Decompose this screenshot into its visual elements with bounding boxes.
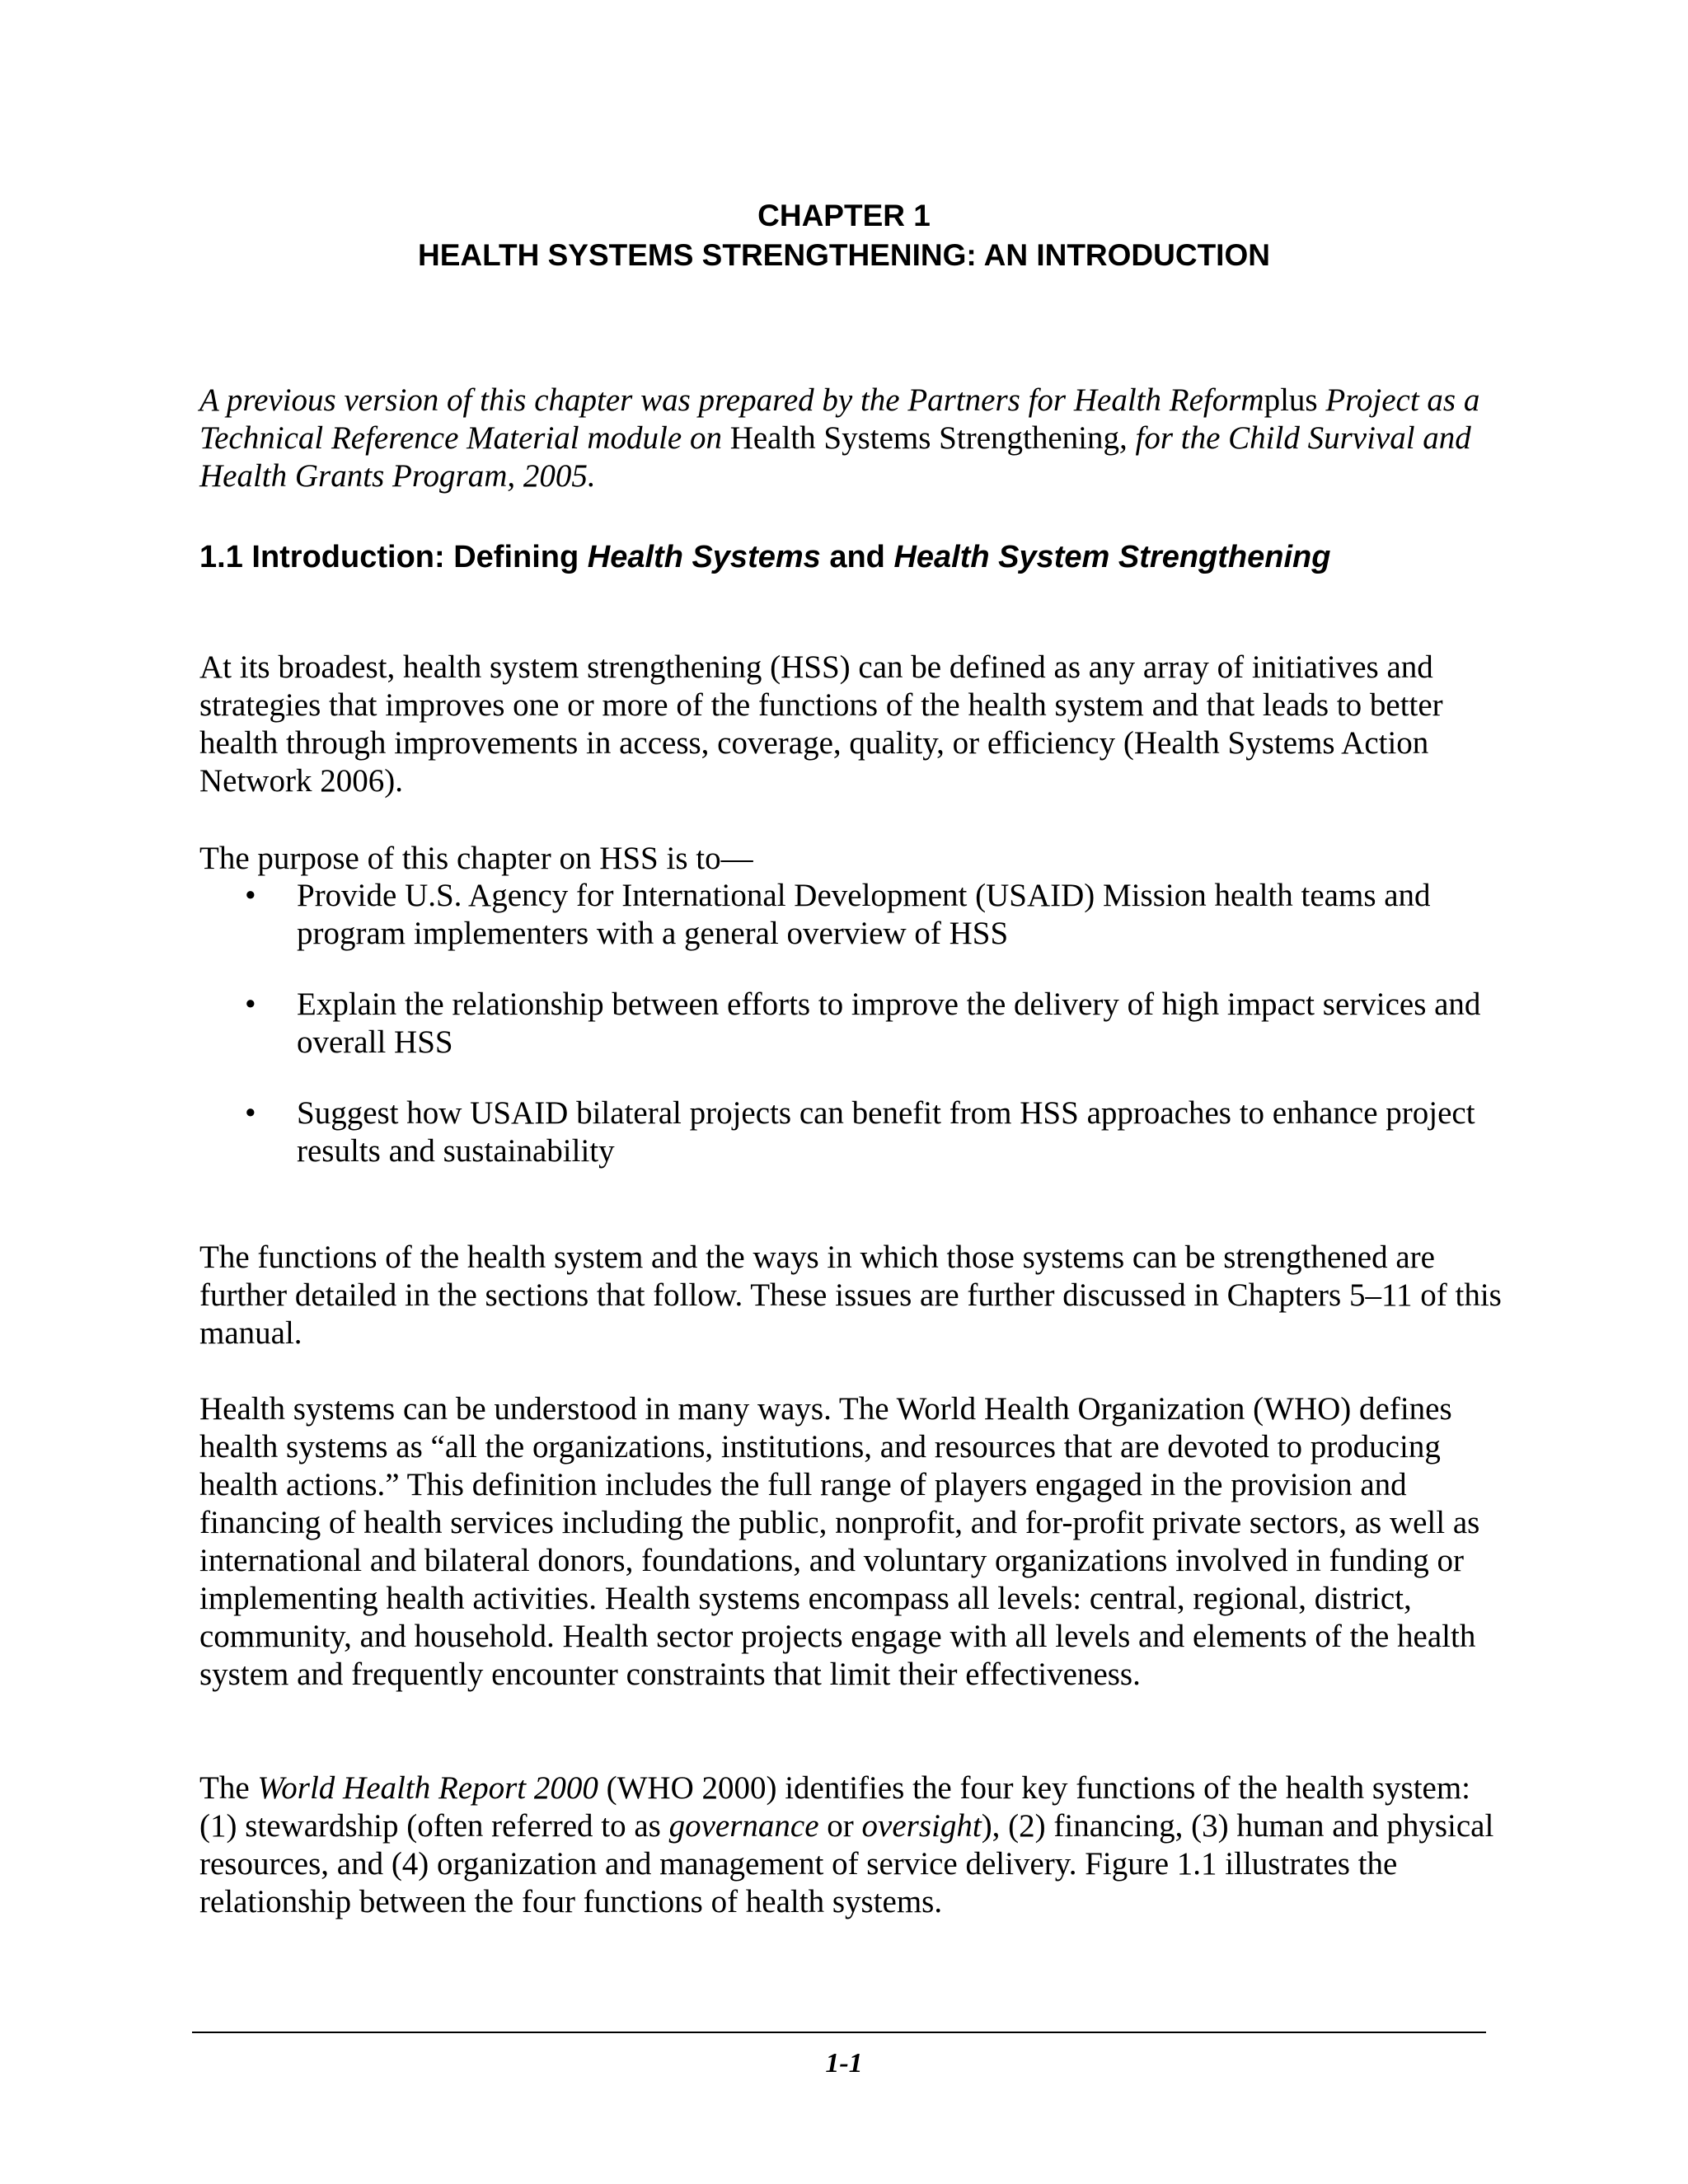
bullet-marker: •	[245, 878, 256, 913]
paragraph-purpose-intro: The purpose of this chapter on HSS is to—	[199, 841, 753, 876]
bullet-item	[199, 1094, 1518, 1170]
bullet-marker: •	[245, 1095, 256, 1131]
bullet-text: Explain the relationship between efforts to improve the delivery of high impact services and overall HSS	[297, 987, 1481, 1060]
bullet-item	[199, 877, 1518, 953]
note-module-title: Health Systems Strengthening	[729, 420, 1119, 456]
section-heading-joiner: and	[820, 540, 894, 574]
p5-text-3: or	[818, 1808, 862, 1844]
section-heading-prefix: 1.1 Introduction: Defining	[199, 540, 588, 574]
purpose-bullet-list	[199, 877, 1518, 1203]
p5-text-2: (WHO 2000) identifies the four key functions of the health system: (1) stewardship (often referred to as	[199, 1770, 1471, 1844]
p5-text-4: ), (2) financing, (3) human and physical resources, and (4) organization and management of service delivery. Figure 1.1 illustrates the relationship between the four functions of health systems.	[199, 1808, 1494, 1919]
chapter-label: CHAPTER 1	[757, 199, 931, 232]
paragraph-four-functions	[199, 1769, 1502, 1921]
chapter-source-note	[199, 382, 1502, 495]
section-heading	[199, 537, 1518, 577]
note-text-3: , for the Child Survival and Health Grants Program, 2005.	[199, 420, 1471, 494]
p5-text-1: The	[199, 1770, 258, 1806]
note-text-1: A previous version of this chapter was prepared by the Partners for Health Reform	[199, 382, 1264, 418]
bullet-item	[199, 986, 1518, 1062]
page-number: 1-1	[825, 2048, 863, 2079]
bullet-text: Provide U.S. Agency for International Development (USAID) Mission health teams and program implementers with a general overview of HSS	[297, 878, 1431, 951]
chapter-title: HEALTH SYSTEMS STRENGTHENING: AN INTRODUCTION	[418, 238, 1270, 272]
note-text-plus: plus	[1264, 382, 1318, 418]
note-text-2: Project as a Technical Reference Material module on	[199, 382, 1480, 456]
paragraph-hss-definition: At its broadest, health system strengthening (HSS) can be defined as any array of initiatives and strategies that improves one or more of the functions of the health system and that leads to better health through improvements in access, coverage, quality, or efficiency (Health Systems Action Network 2006).	[199, 649, 1443, 799]
paragraph-who-definition: Health systems can be understood in many ways. The World Health Organization (WHO) defines health systems as “all the organizations, institutions, and resources that are devoted to producing health actions.” This definition includes the full range of players engaged in the provision and financing of health services including the public, nonprofit, and for-profit private sectors, as well as international and bilateral donors, foundations, and voluntary organizations involved in funding or implementing health activities. Health systems encompass all levels: central, regional, district, community, and household. Health sector projects engage with all levels and elements of the health system and frequently encounter constraints that limit their effectiveness.	[199, 1391, 1480, 1692]
section-heading-term-1: Health Systems	[587, 540, 821, 574]
section-heading-term-2: Health System Strengthening	[893, 540, 1331, 574]
paragraph-functions: The functions of the health system and the ways in which those systems can be strengthened are further detailed in the sections that follow. These issues are further discussed in Chapters 5–11 of this manual.	[199, 1240, 1502, 1351]
bullet-marker: •	[245, 987, 256, 1022]
chapter-heading	[0, 196, 1688, 275]
p5-report-title: World Health Report 2000	[257, 1770, 598, 1806]
bullet-text: Suggest how USAID bilateral projects can benefit from HSS approaches to enhance project results and sustainability	[297, 1095, 1475, 1169]
p5-term-governance: governance	[668, 1808, 819, 1844]
footer-rule	[192, 2032, 1486, 2033]
p5-term-oversight: oversight	[861, 1808, 982, 1844]
